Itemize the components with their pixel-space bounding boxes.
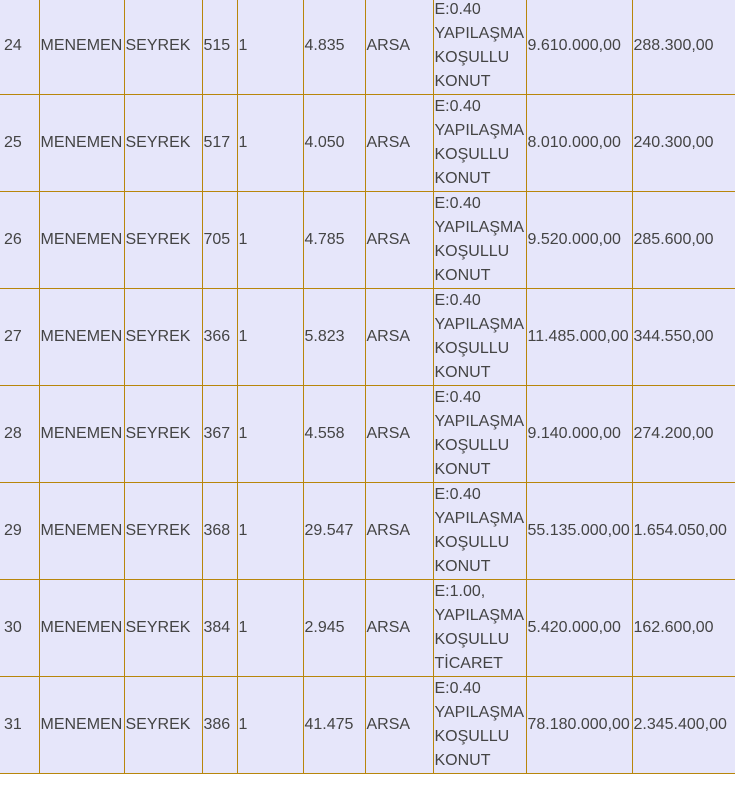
estimated-price-cell: 9.520.000,00 [526, 192, 632, 289]
area-cell: 29.547 [303, 483, 365, 580]
property-type-cell: ARSA [365, 0, 433, 95]
area-cell: 41.475 [303, 677, 365, 774]
parcel-number-cell: 1 [237, 580, 303, 677]
block-number-cell: 367 [202, 386, 237, 483]
area-cell: 4.050 [303, 95, 365, 192]
parcel-number-cell: 1 [237, 0, 303, 95]
deposit-cell: 240.300,00 [632, 95, 735, 192]
zoning-cell: E:0.40 YAPILAŞMA KOŞULLU KONUT [433, 0, 526, 95]
district-cell: MENEMEN [39, 289, 124, 386]
block-number-cell: 384 [202, 580, 237, 677]
row-number-cell: 26 [0, 192, 39, 289]
neighborhood-cell: SEYREK [124, 289, 202, 386]
district-cell: MENEMEN [39, 483, 124, 580]
neighborhood-cell: SEYREK [124, 580, 202, 677]
property-type-cell: ARSA [365, 386, 433, 483]
table-row [0, 580, 735, 677]
zoning-cell: E:0.40 YAPILAŞMA KOŞULLU KONUT [433, 289, 526, 386]
property-type-cell: ARSA [365, 95, 433, 192]
property-type-cell: ARSA [365, 677, 433, 774]
parcel-number-cell: 1 [237, 483, 303, 580]
deposit-cell: 274.200,00 [632, 386, 735, 483]
estimated-price-cell: 9.610.000,00 [526, 0, 632, 95]
neighborhood-cell: SEYREK [124, 483, 202, 580]
estimated-price-cell: 78.180.000,00 [526, 677, 632, 774]
table-row [0, 289, 735, 386]
district-cell: MENEMEN [39, 0, 124, 95]
row-number-cell: 29 [0, 483, 39, 580]
deposit-cell: 344.550,00 [632, 289, 735, 386]
district-cell: MENEMEN [39, 192, 124, 289]
estimated-price-cell: 8.010.000,00 [526, 95, 632, 192]
deposit-cell: 285.600,00 [632, 192, 735, 289]
parcel-number-cell: 1 [237, 386, 303, 483]
property-type-cell: ARSA [365, 483, 433, 580]
table-row [0, 192, 735, 289]
parcel-number-cell: 1 [237, 95, 303, 192]
estimated-price-cell: 11.485.000,00 [526, 289, 632, 386]
estimated-price-cell: 5.420.000,00 [526, 580, 632, 677]
block-number-cell: 366 [202, 289, 237, 386]
block-number-cell: 386 [202, 677, 237, 774]
district-cell: MENEMEN [39, 580, 124, 677]
district-cell: MENEMEN [39, 677, 124, 774]
table-row [0, 386, 735, 483]
neighborhood-cell: SEYREK [124, 95, 202, 192]
parcel-number-cell: 1 [237, 192, 303, 289]
area-cell: 5.823 [303, 289, 365, 386]
row-number-cell: 24 [0, 0, 39, 95]
zoning-cell: E:0.40 YAPILAŞMA KOŞULLU KONUT [433, 95, 526, 192]
deposit-cell: 288.300,00 [632, 0, 735, 95]
table-row [0, 95, 735, 192]
neighborhood-cell: SEYREK [124, 0, 202, 95]
parcel-number-cell: 1 [237, 289, 303, 386]
property-type-cell: ARSA [365, 192, 433, 289]
row-number-cell: 31 [0, 677, 39, 774]
zoning-cell: E:1.00, YAPILAŞMA KOŞULLU TİCARET [433, 580, 526, 677]
block-number-cell: 517 [202, 95, 237, 192]
table-row [0, 0, 735, 95]
neighborhood-cell: SEYREK [124, 386, 202, 483]
zoning-cell: E:0.40 YAPILAŞMA KOŞULLU KONUT [433, 677, 526, 774]
deposit-cell: 162.600,00 [632, 580, 735, 677]
row-number-cell: 28 [0, 386, 39, 483]
table-row [0, 483, 735, 580]
area-cell: 2.945 [303, 580, 365, 677]
table-row [0, 677, 735, 774]
neighborhood-cell: SEYREK [124, 677, 202, 774]
row-number-cell: 30 [0, 580, 39, 677]
zoning-cell: E:0.40 YAPILAŞMA KOŞULLU KONUT [433, 192, 526, 289]
block-number-cell: 705 [202, 192, 237, 289]
parcel-number-cell: 1 [237, 677, 303, 774]
block-number-cell: 515 [202, 0, 237, 95]
area-cell: 4.785 [303, 192, 365, 289]
row-number-cell: 27 [0, 289, 39, 386]
district-cell: MENEMEN [39, 95, 124, 192]
deposit-cell: 2.345.400,00 [632, 677, 735, 774]
area-cell: 4.558 [303, 386, 365, 483]
neighborhood-cell: SEYREK [124, 192, 202, 289]
zoning-cell: E:0.40 YAPILAŞMA KOŞULLU KONUT [433, 483, 526, 580]
estimated-price-cell: 9.140.000,00 [526, 386, 632, 483]
estimated-price-cell: 55.135.000,00 [526, 483, 632, 580]
property-type-cell: ARSA [365, 289, 433, 386]
property-type-cell: ARSA [365, 580, 433, 677]
block-number-cell: 368 [202, 483, 237, 580]
row-number-cell: 25 [0, 95, 39, 192]
area-cell: 4.835 [303, 0, 365, 95]
district-cell: MENEMEN [39, 386, 124, 483]
deposit-cell: 1.654.050,00 [632, 483, 735, 580]
zoning-cell: E:0.40 YAPILAŞMA KOŞULLU KONUT [433, 386, 526, 483]
